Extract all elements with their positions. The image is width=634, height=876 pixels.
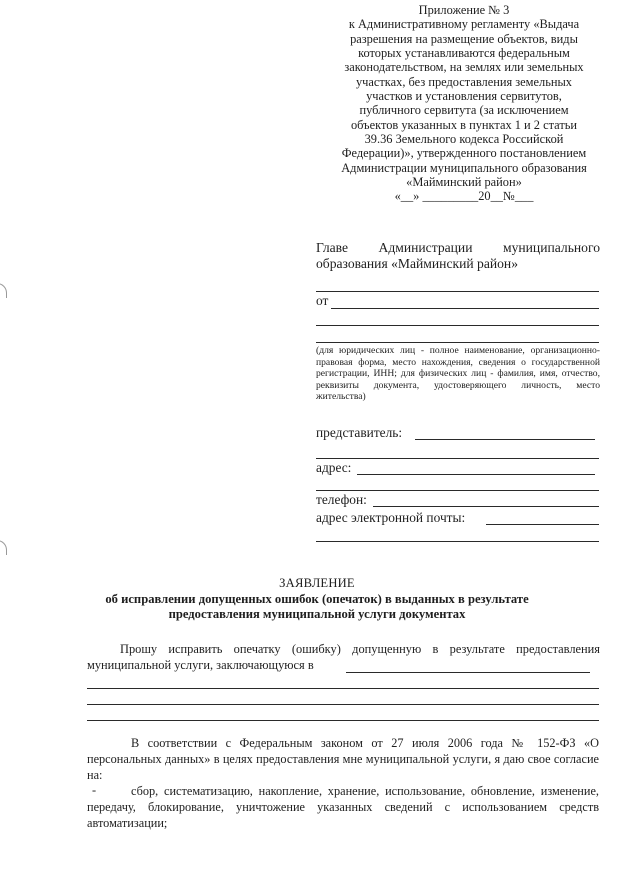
from-field-line[interactable]	[331, 308, 599, 309]
blank-line[interactable]	[316, 342, 599, 343]
statement-subtitle: предоставления муниципальной услуги документах	[168, 607, 466, 621]
list-marker: -	[92, 783, 97, 797]
addressee-block	[316, 240, 600, 272]
scan-edge-mark	[0, 540, 7, 555]
phone-field-line[interactable]	[373, 506, 599, 507]
statement-subtitle: об исправлении допущенных ошибок (опечаток) в выданных в результате	[105, 592, 529, 606]
email-label: адрес электронной почты:	[316, 510, 466, 525]
appendix-line: публичного сервитута (за исключением	[359, 103, 569, 118]
consent-paragraph: В соответствии с Федеральным законом от 27 июля 2006 года № 152-ФЗ «О персональных данных» в целях предоставления мне муниципальной услуги, я даю свое согласие на:	[87, 736, 599, 782]
from-label: от	[316, 293, 329, 308]
addressee-line: образования «Майминский район»	[316, 256, 519, 271]
appendix-line: Приложение № 3	[418, 3, 510, 17]
error-description-line[interactable]	[87, 720, 599, 721]
appendix-line: Администрации муниципального образования	[341, 160, 587, 175]
addressee-line: Главе Администрации муниципального	[316, 240, 600, 255]
applicant-note: (для юридических лиц - полное наименование, организационно-правовая форма, место нахождения, сведения о государственной регистрации, ИНН; для физических лиц - фамилия, имя, отчество, реквизиты документа, удостоверяющего личность, место жительства)	[316, 345, 600, 402]
appendix-date-line: «__» _________20__№___	[394, 189, 534, 204]
error-description-line[interactable]	[346, 672, 590, 673]
blank-line[interactable]	[316, 291, 599, 292]
request-text-line: Прошу исправить опечатку (ошибку) допущенную в результате предоставления	[120, 642, 600, 656]
appendix-line: объектов указанных в пунктах 1 и 2 статьи	[350, 117, 578, 132]
appendix-line: разрешения на размещение объектов, виды	[350, 31, 578, 46]
blank-line[interactable]	[316, 458, 599, 459]
appendix-line: к Административному регламенту «Выдача	[348, 17, 580, 32]
blank-line[interactable]	[316, 490, 599, 491]
blank-line[interactable]	[316, 325, 599, 326]
scan-edge-mark	[0, 283, 7, 298]
consent-item: сбор, систематизацию, накопление, хранение, использование, обновление, изменение, передачу, блокирование, уничтожение указанных сведений с использованием средств автоматизации;	[87, 784, 599, 830]
blank-line[interactable]	[316, 541, 599, 542]
error-description-line[interactable]	[87, 704, 599, 705]
appendix-header	[316, 3, 612, 204]
address-field-line[interactable]	[357, 474, 595, 475]
phone-label: телефон:	[316, 492, 367, 507]
representative-label: представитель:	[316, 425, 403, 440]
appendix-line: которых устанавливаются федеральным	[358, 46, 570, 61]
error-description-line[interactable]	[87, 688, 599, 689]
request-text-line: муниципальной услуги, заключающуюся в	[87, 658, 314, 672]
appendix-line: «Майминский район»	[406, 175, 522, 190]
representative-field-line[interactable]	[415, 439, 595, 440]
appendix-line: Федерации)», утвержденного постановлением	[341, 146, 587, 161]
appendix-line: участках, без предоставления земельных	[355, 74, 573, 89]
address-label: адрес:	[316, 460, 352, 475]
appendix-line: участков и установления сервитутов,	[366, 89, 562, 104]
appendix-line: 39.36 Земельного кодекса Российской	[364, 132, 564, 147]
statement-title: ЗАЯВЛЕНИЕ	[279, 576, 355, 590]
email-field-line[interactable]	[486, 524, 599, 525]
appendix-line: законодательством, на землях или земельных	[344, 60, 584, 75]
